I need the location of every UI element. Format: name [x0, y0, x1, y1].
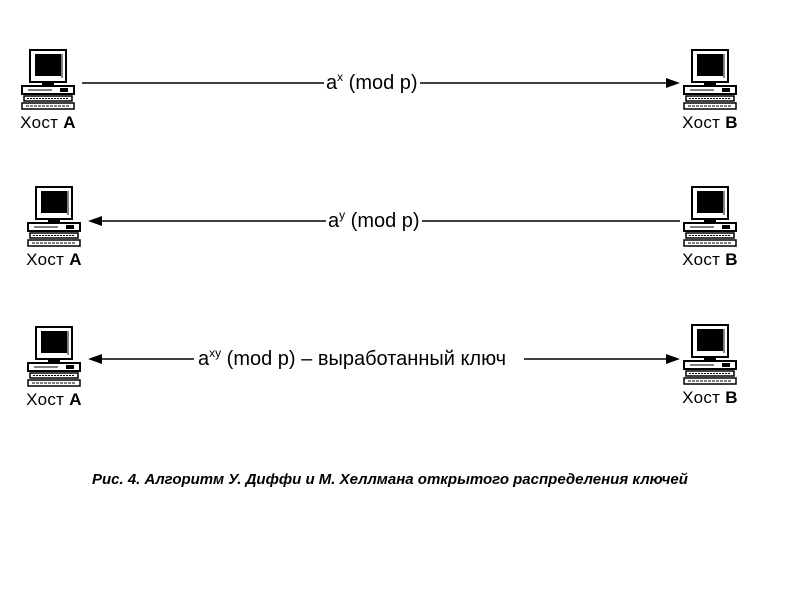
host-label: Хост В	[682, 250, 738, 269]
host-label: Хост В	[682, 113, 738, 132]
arrowhead-left-icon	[88, 354, 102, 364]
host-label: Хост В	[682, 388, 738, 407]
figure-caption: Рис. 4. Алгоритм У. Диффи и М. Хеллмана открытого распределения ключей	[92, 471, 688, 488]
host-label: Хост А	[26, 390, 82, 409]
host-b-3	[670, 323, 750, 408]
arrowhead-right-icon	[666, 78, 680, 88]
message-ay: $a^y$ (mod p)	[328, 208, 420, 232]
host-b-2	[670, 185, 750, 270]
computer-icon	[18, 48, 78, 112]
host-a-3	[14, 325, 94, 410]
message-axy: $a^{xy}$ (mod p) – выработанный ключ	[194, 347, 524, 371]
computer-icon	[24, 185, 84, 249]
host-label: Хост А	[20, 113, 76, 132]
message-ax: $a^x$ (mod p)	[326, 70, 418, 94]
host-a-1	[8, 48, 88, 133]
computer-icon	[680, 185, 740, 249]
computer-icon	[680, 323, 740, 387]
arrowhead-left-icon	[88, 216, 102, 226]
computer-icon	[24, 325, 84, 389]
host-a-2	[14, 185, 94, 270]
host-b-1	[670, 48, 750, 133]
host-label: Хост А	[26, 250, 82, 269]
computer-icon	[680, 48, 740, 112]
arrowhead-right-icon	[666, 354, 680, 364]
